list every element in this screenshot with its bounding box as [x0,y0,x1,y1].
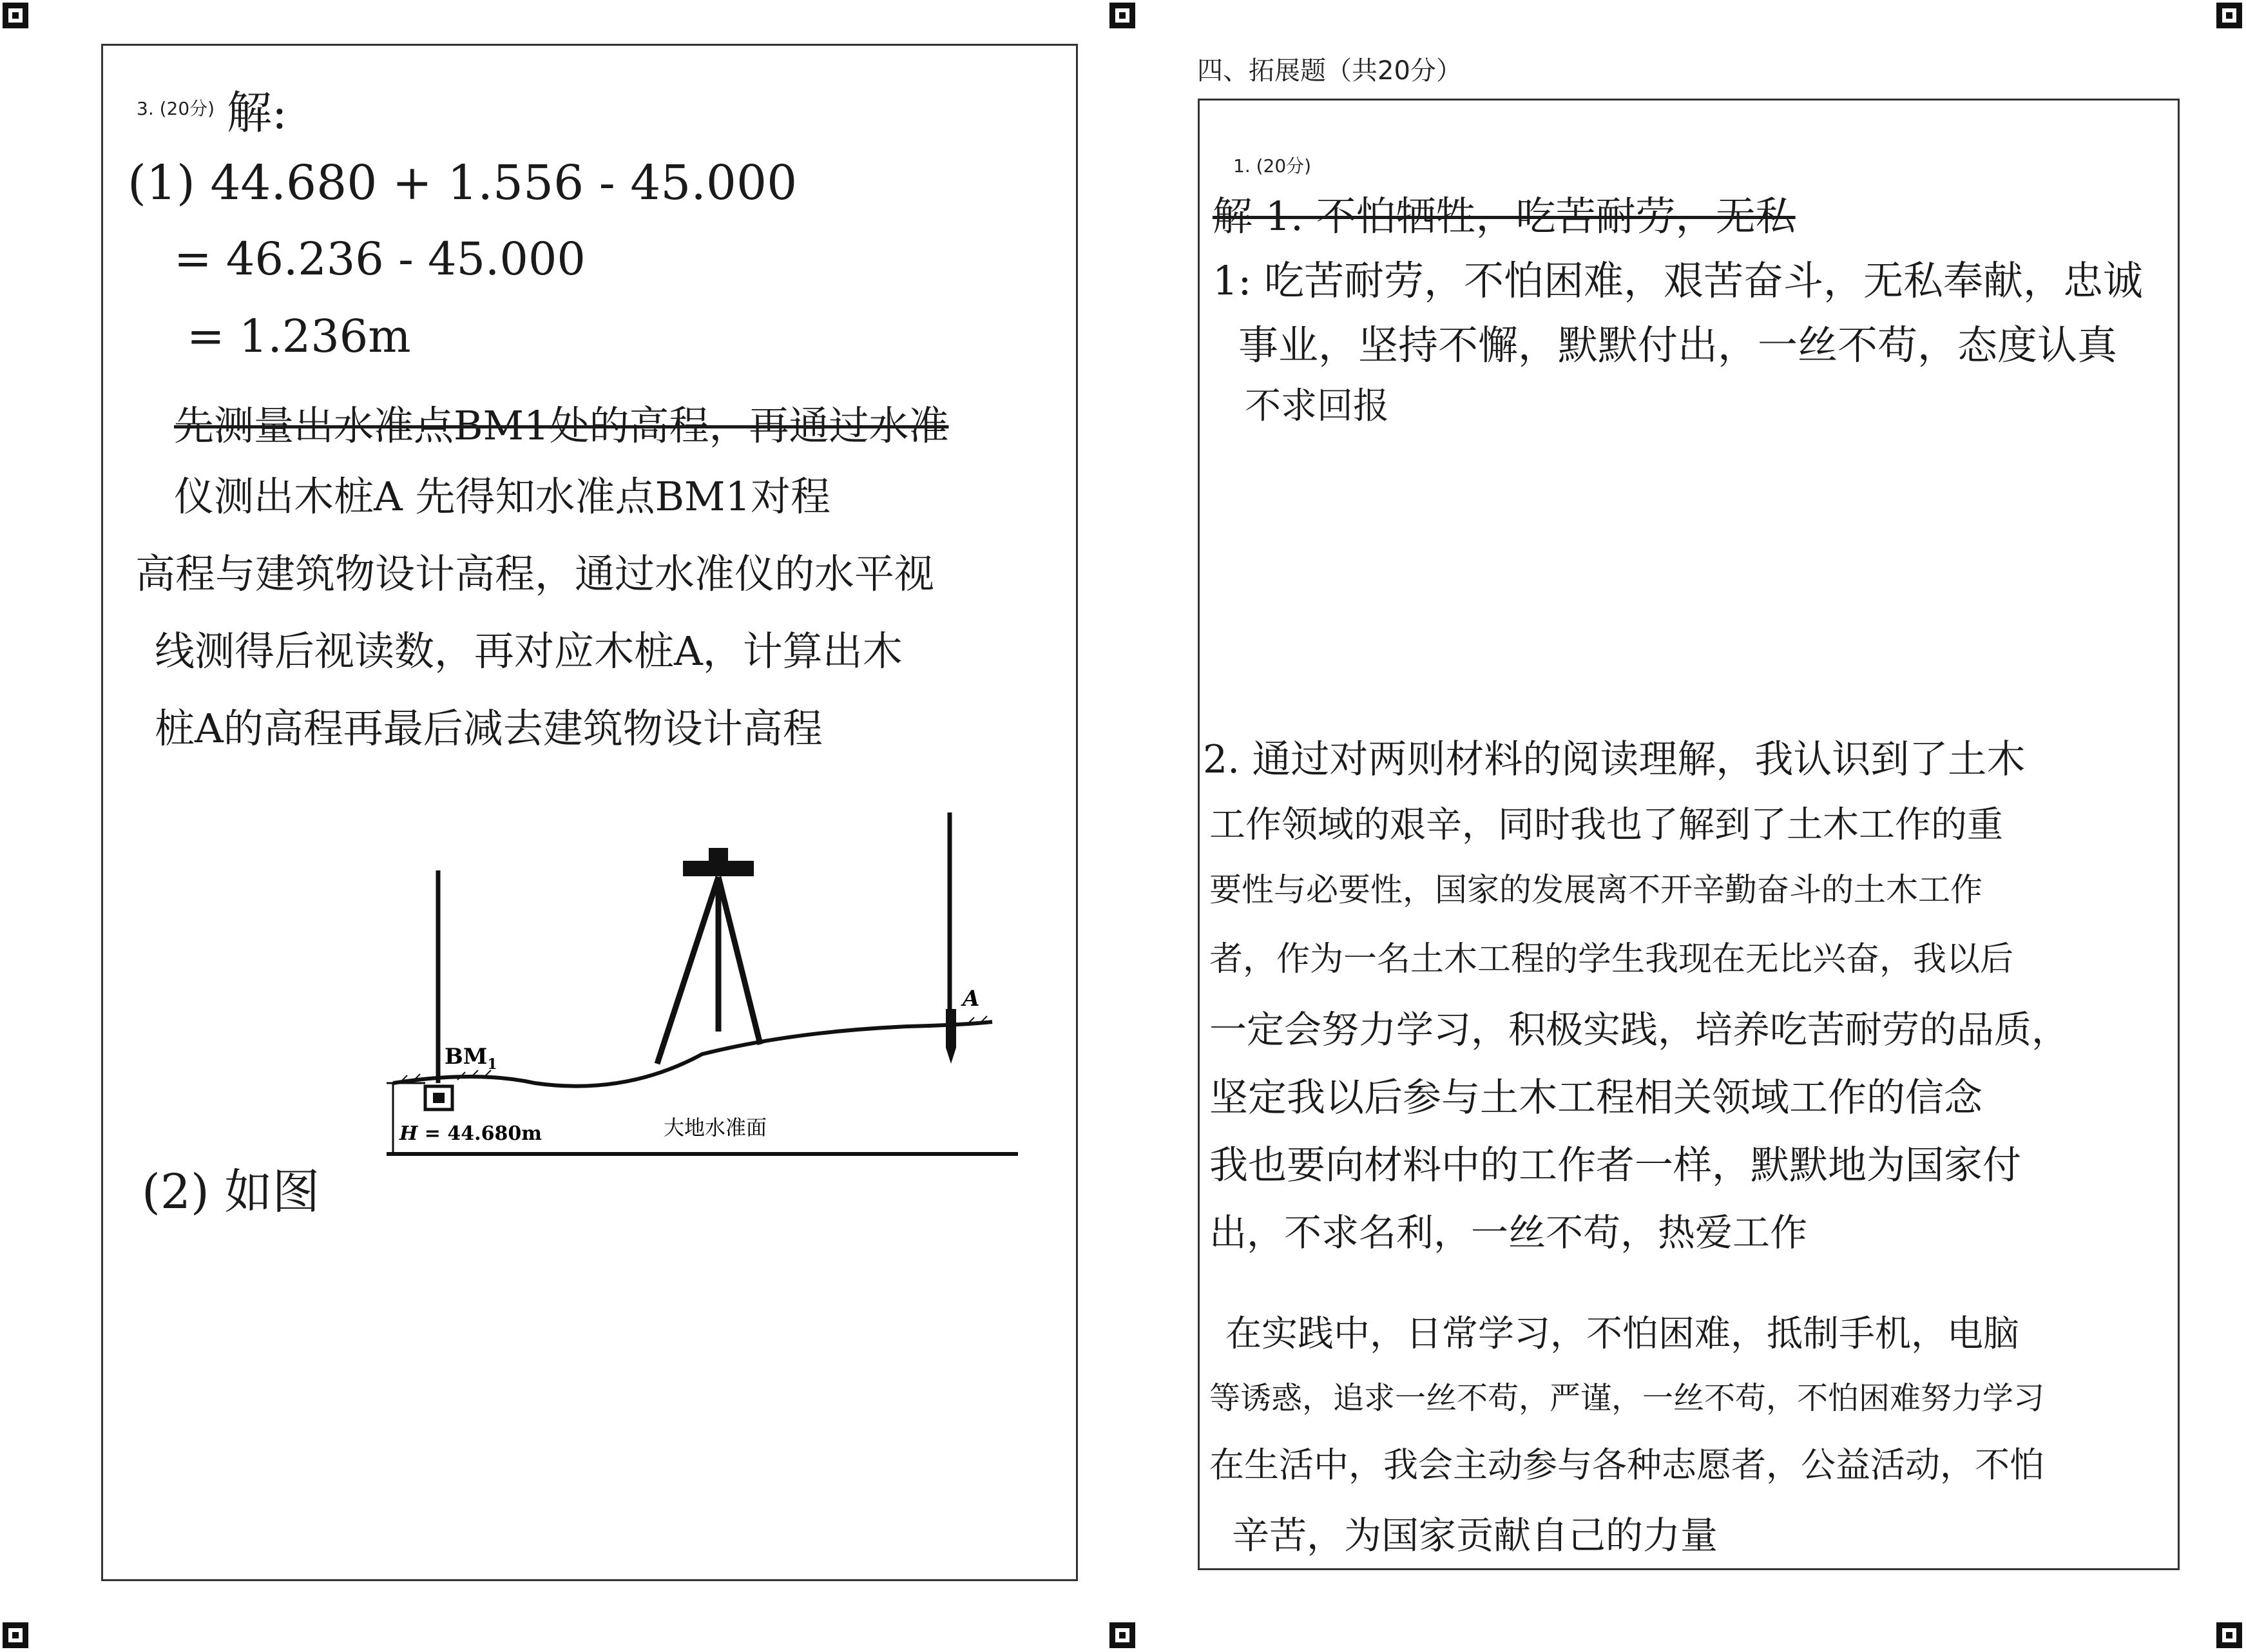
datum-label: 大地水准面 [664,1115,767,1140]
section-title: 四、拓展题（共20分） [1197,56,1462,86]
answer-line: 高程与建筑物设计高程，通过水准仪的水平视 [135,550,935,597]
stake-label: A [963,986,980,1012]
leveling-diagram [264,761,1037,1173]
question-label: 1. (20分) [1233,155,1312,177]
answer-line-crossed: 先测量出水准点BM1处的高程，再通过水准 [174,402,949,449]
bm-label: $BM_1$ [445,1044,497,1073]
stake-a-tip [946,1048,956,1064]
answer-line-crossed: 解 1. 不怕牺牲，吃苦耐劳，无私 [1213,193,1796,240]
answer-line: = 46.236 - 45.000 [174,233,586,285]
stake-a [946,1009,956,1048]
registration-marker-bottom-center [1109,1622,1135,1648]
answer-line: = 1.236m [187,310,411,363]
answer-line: 在生活中，我会主动参与各种志愿者，公益活动，不怕 [1209,1445,2044,1485]
registration-marker-top-right [2216,3,2242,28]
answer-line: 仪测出木桩A 先得知水准点BM1对程 [174,473,830,520]
answer-line: 事业，坚持不懈，默默付出，一丝不苟，态度认真 [1238,322,2118,369]
answer-panel-question-3 [101,44,1078,1581]
level-instrument-icon [657,848,760,1064]
registration-marker-top-left [3,3,28,28]
answer-line: 我也要向材料中的工作者一样，默默地为国家付 [1209,1143,2021,1188]
registration-marker-top-center [1109,3,1135,28]
answer-line: 坚定我以后参与土木工程相关领域工作的信念 [1209,1075,1982,1120]
answer-line: 者，作为一名土木工程的学生我现在无比兴奋，我以后 [1209,940,2014,979]
answer-line: 辛苦，为国家贡献自己的力量 [1232,1513,1718,1557]
answer-line: 在实践中，日常学习，不怕困难，抵制手机，电脑 [1225,1313,2019,1355]
answer-line: 等诱惑，追求一丝不苟，严谨，一丝不苟，不怕困难努力学习 [1209,1380,2045,1416]
answer-line: 不求回报 [1245,385,1389,427]
answer-panel-extension-question-1 [1198,99,2180,1570]
registration-marker-bottom-right [2216,1622,2242,1648]
question-label: 3. (20分) [137,98,215,119]
answer-line: 1: 吃苦耐劳，不怕困难，艰苦奋斗，无私奉献，忠诚 [1213,257,2144,304]
answer-line: (1) 44.680 + 1.556 - 45.000 [128,155,798,211]
answer-line: 线测得后视读数，再对应木桩A，计算出木 [155,628,903,675]
answer-line: (2) 如图 [142,1164,320,1220]
answer-line: 桩A的高程再最后减去建筑物设计高程 [155,705,823,752]
answer-line: 出，不求名利，一丝不苟，热爱工作 [1209,1211,1808,1254]
answer-line: 2. 通过对两则材料的阅读理解，我认识到了土木 [1203,737,2026,782]
h-label: H = 44.680m [399,1122,542,1145]
answer-line: 要性与必要性，国家的发展离不开辛勤奋斗的土木工作 [1209,871,1982,908]
registration-marker-bottom-left [3,1622,28,1648]
answer-line: 一定会努力学习，积极实践，培养吃苦耐劳的品质， [1209,1008,2069,1052]
answer-line: 工作领域的艰辛，同时我也了解到了土木工作的重 [1209,804,2003,846]
answer-line: 解: [227,86,287,139]
